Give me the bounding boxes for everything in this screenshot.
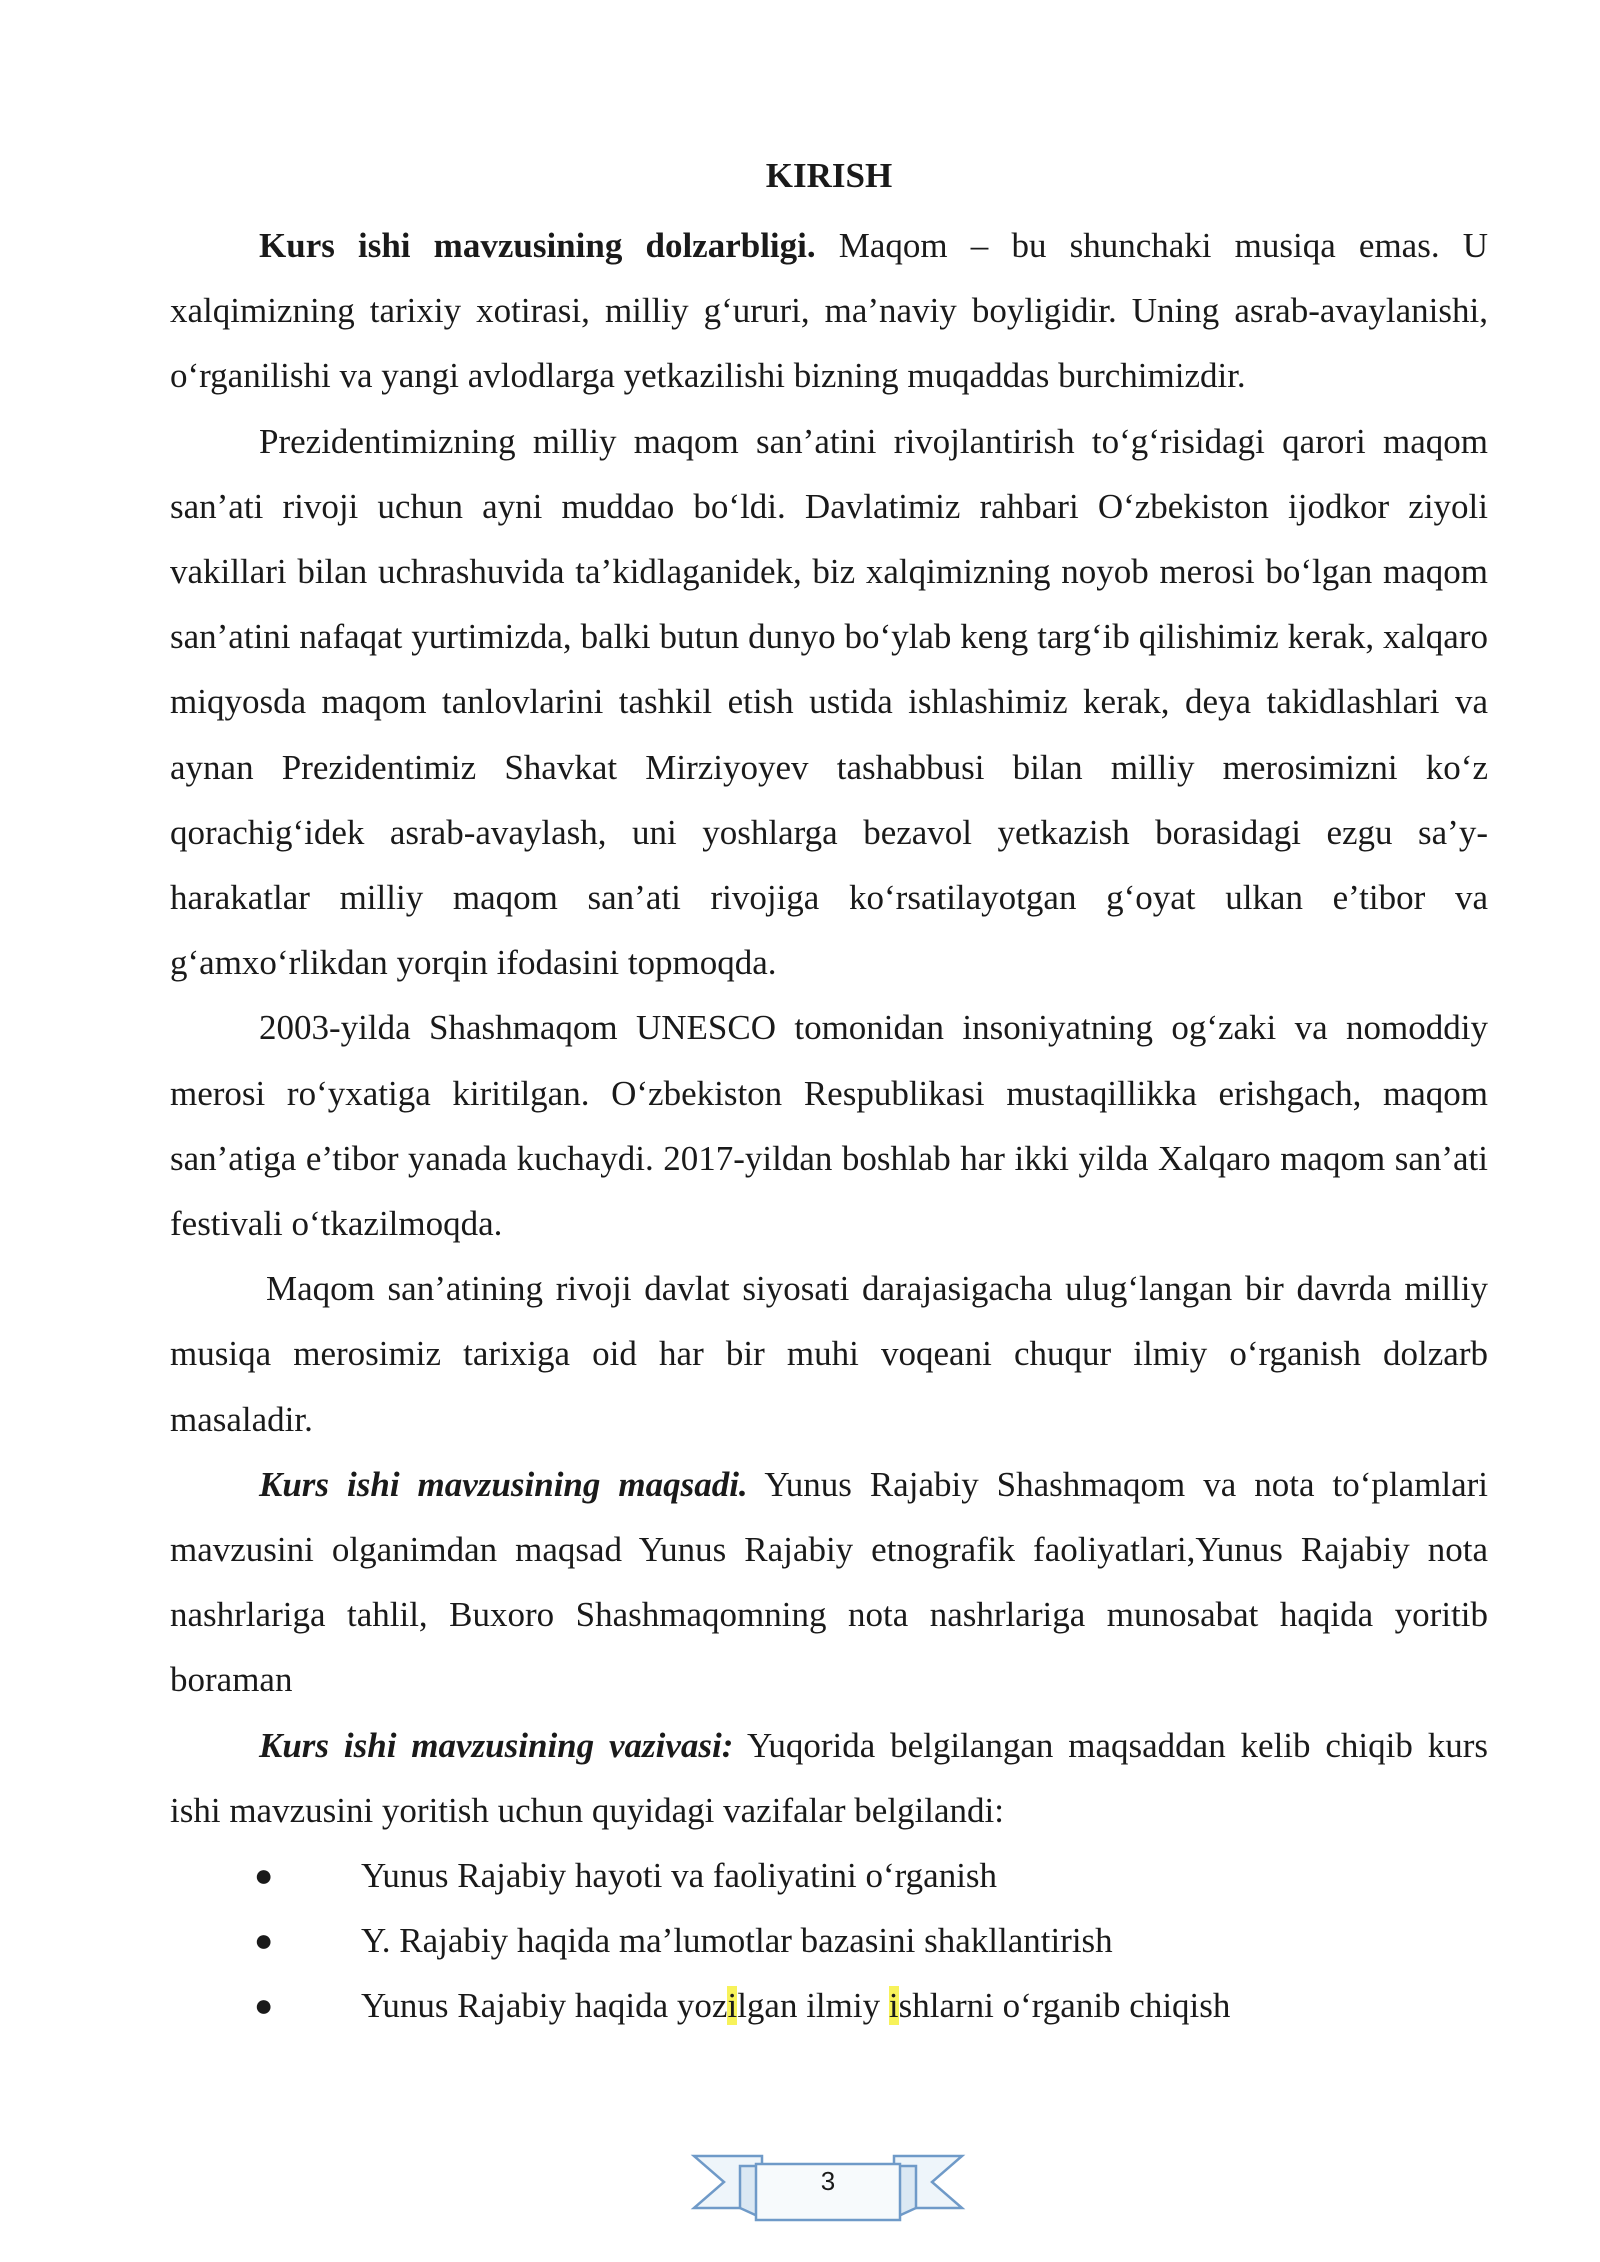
list-item: [170, 1843, 1488, 1908]
bullet-icon: ●: [254, 1922, 274, 1959]
paragraph-maqom-development: Maqom san’atining rivoji davlat siyosati darajasigacha ulug‘langan bir davrda milliy musiqa merosimiz tarixiga oid har bir muhi voqeani chuqur ilmiy o‘rganish dolzarb masaladir.: [170, 1269, 1488, 1439]
list-item-text: Yunus Rajabiy hayoti va faoliyatini o‘rganish: [361, 1856, 998, 1896]
bullet-icon: ●: [254, 1987, 274, 2024]
text-highlight: i: [727, 1986, 738, 2026]
page-title: KIRISH: [765, 156, 893, 195]
paragraph-tasks: [170, 1713, 1488, 1843]
list-item-text-part: lgan ilmiy: [737, 1986, 889, 2026]
list-item-text-part: shlarni o‘rganib chiqish: [898, 1986, 1231, 2026]
tasks-heading: Kurs ishi mavzusining vazivasi:: [259, 1725, 734, 1765]
text-highlight: i: [888, 1986, 899, 2026]
document-page: [170, 148, 1488, 2039]
list-item-text: [361, 1986, 1230, 2025]
relevance-heading: Kurs ishi mavzusining dolzarbligi.: [259, 226, 816, 265]
list-item: [170, 1973, 1488, 2038]
tasks-text: Yuqorida belgilangan maqsaddan kelib chiqib kurs ishi mavzusini yoritish uchun quyidagi vazifalar belgilandi:: [170, 1725, 1488, 1830]
goal-heading: Kurs ishi mavzusining maqsadi.: [259, 1464, 748, 1504]
list-item: [170, 1908, 1488, 1973]
page-footer: [690, 2148, 966, 2226]
paragraph-unesco: 2003-yilda Shashmaqom UNESCO tomonidan insoniyatning og‘zaki va nomoddiy merosi ro‘yxatiga kiritilgan. O‘zbekiston Respublikasi mustaqillikka erishgach, maqom san’atiga e’tibor yanada kuchaydi. 2017-yildan boshlab har ikki yilda Xalqaro maqom san’ati festivali o‘tkazilmoqda.: [170, 1008, 1488, 1244]
bullet-icon: ●: [254, 1857, 274, 1894]
paragraph-relevance: [170, 213, 1488, 409]
paragraph-goal: [170, 1452, 1488, 1713]
goal-text: Yunus Rajabiy Shashmaqom va nota to‘plamlari mavzusini olganimdan maqsad Yunus Rajabiy etnografik faoliyatlari,Yunus Rajabiy nota nashrlariga tahlil, Buxoro Shashmaqomning nota nashrlariga munosabat haqida yoritib boraman: [170, 1464, 1488, 1700]
list-item-text: Y. Rajabiy haqida ma’lumotlar bazasini shakllantirish: [361, 1921, 1113, 1961]
relevance-text: Maqom – bu shunchaki musiqa emas. U xalqimizning tarixiy xotirasi, milliy g‘ururi, ma’naviy boyligidir. Uning asrab-avaylanishi, o‘rganilishi va yangi avlodlarga yetkazilishi bizning muqaddas burchimizdir.: [170, 226, 1488, 396]
page-number: 3: [820, 2166, 836, 2196]
list-item-text-part: Yunus Rajabiy haqida yoz: [361, 1986, 728, 2026]
paragraph-presidential-decree: Prezidentimizning milliy maqom san’atini rivojlantirish to‘g‘risidagi qarori maqom san’ati rivoji uchun ayni muddao bo‘ldi. Davlatimiz rahbari O‘zbekiston ijodkor ziyoli vakillari bilan uchrashuvida ta’kidlaganidek, biz xalqimizning noyob merosi bo‘lgan maqom san’atini nafaqat yurtimizda, balki butun dunyo bo‘ylab keng targ‘ib qilishimiz kerak, xalqaro miqyosda maqom tanlovlarini tashkil etish ustida ishlashimiz kerak, deya takidlashlari va aynan Prezidentimiz Shavkat Mirziyoyev tashabbusi bilan milliy merosimizni ko‘z qorachig‘idek asrab-avaylash, uni yoshlarga bezavol yetkazish borasidagi ezgu sa’y-harakatlar milliy maqom san’ati rivojiga ko‘rsatilayotgan g‘oyat ulkan e’tibor va g‘amxo‘rlikdan yorqin ifodasini topmoqda.: [170, 421, 1488, 983]
task-list: [170, 1843, 1488, 2039]
